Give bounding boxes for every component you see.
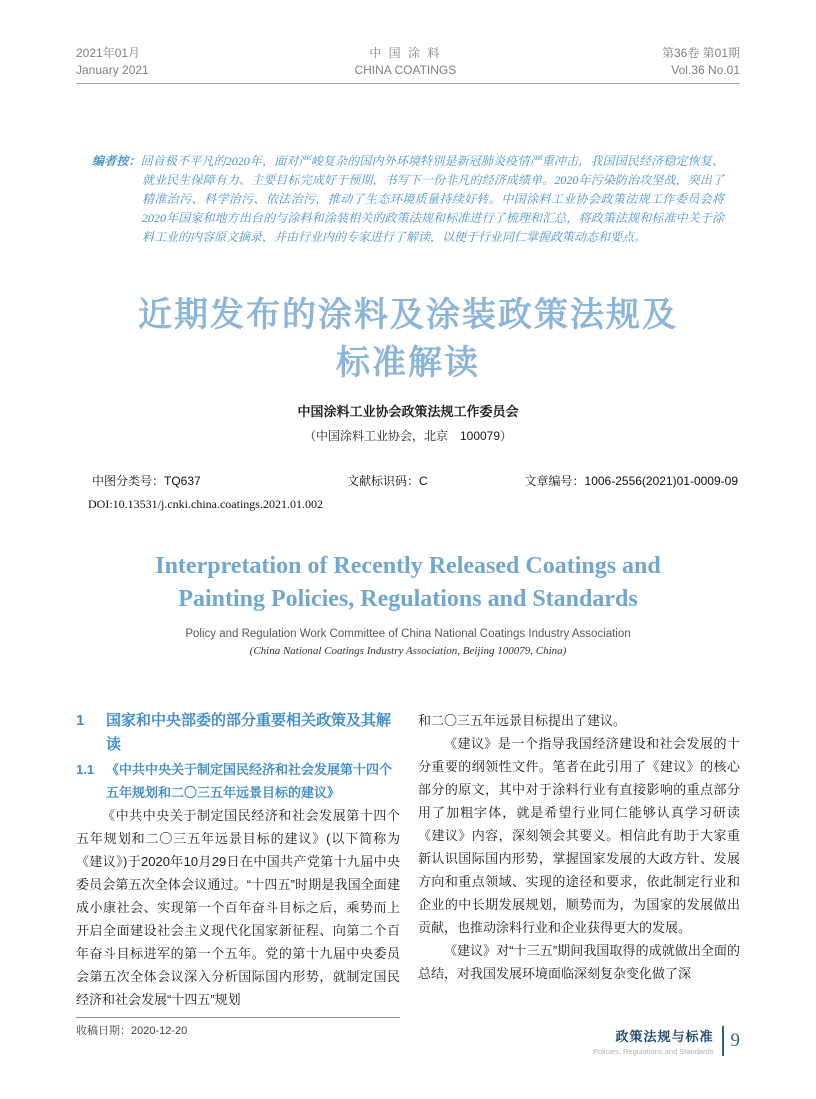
english-author: Policy and Regulation Work Committee of China National Coatings Industry Association (185, 628, 631, 640)
article-meta-row (76, 472, 740, 489)
editor-note-text: 回首极不平凡的2020年，面对严峻复杂的国内外环境特别是新冠肺炎疫情严重冲击，我国国民经济稳定恢复、就业民生保障有力、主要目标完成好于预期，书写下一份非凡的经济成绩单。2020年污染防治攻坚战，突出了精准治污、科学治污、依法治污，推动了生态环境质量持续好转。中国涂料工业协会政策法规工作委员会将2020年国家和地方出台的与涂料和涂装相关的政策法规和标准进行了梳理和汇总，将政策法规和标准中关于涂料工业的内容原文摘录，并由行业内的专家进行了解读，以便于行业同仁掌握政策动态和要点。 (140, 154, 724, 244)
section-1-number: 1 (76, 712, 85, 729)
body-column-left (76, 709, 400, 1038)
section-1-heading (76, 709, 400, 757)
article-title-line2: 标准解读 (336, 344, 480, 382)
author-affiliation: （中国涂料工业协会，北京 100079） (303, 429, 513, 443)
header-date-cn: 2021年01月 (76, 46, 141, 60)
english-title (76, 550, 740, 616)
paragraph: 《中共中央关于制定国民经济和社会发展第十四个五年规划和二〇三五年远景目标的建议》(以下简称为《建议》)于2020年10月29日在中国共产党第十九届中央委员会第五次全体会议通过。“十四五”时期是我国全面建成小康社会、实现第一个百年奋斗目标之后，乘势而上开启全面建设社会主义现代化国家新征程、向第二个百年奋斗目标进军的第一个五年。党的第十九届中央委员会第五次全体会议深入分析国际国内形势，就制定国民经济和社会发展“十四五”规划 (76, 808, 400, 1007)
section-1-title: 国家和中央部委的部分重要相关政策及其解读 (106, 712, 392, 753)
meta-doi: DOI:10.13531/j.cnki.china.coatings.2021.01.002 (88, 497, 323, 511)
header-journal-en: CHINA COATINGS (354, 63, 457, 77)
header-issue (662, 45, 740, 79)
footer-column-labels (593, 1026, 714, 1056)
english-title-line1: Interpretation of Recently Released Coatings and (155, 553, 661, 579)
footer-column-en: Policies, Regulations and Standards (593, 1047, 714, 1056)
header-issue-en: Vol.36 No.01 (671, 63, 740, 77)
page-number: 9 (730, 1030, 740, 1051)
paragraph: 《建议》是一个指导我国经济建设和社会发展的十分重要的纲领性文件。笔者在此引用了《建议》的核心部分的原文，其中对于涂料行业有直接影响的重点部分用了加粗字体，就是希望行业同仁能够认真学习研读《建议》内容，深刻领会其要义。相信此有助于大家重新认识国际国内形势，掌握国家发展的大政方针、发展方向和重点领域、实现的途径和要求，依此制定行业和企业的中长期发展规划，顺势而为，为国家的发展做出贡献，也推动涂料行业和企业获得更大的发展。 (418, 736, 740, 935)
header-date-en: January 2021 (76, 63, 149, 77)
body-column-right (418, 709, 740, 1038)
meta-clc: 中图分类号：TQ637 (92, 474, 201, 488)
page-footer (593, 1026, 740, 1056)
footer-column-cn: 政策法规与标准 (615, 1029, 714, 1044)
editor-note (92, 152, 724, 247)
header-date (76, 45, 149, 79)
header-issue-cn: 第36卷 第01期 (661, 46, 740, 60)
paragraph: 《建议》对“十三五”期间我国取得的成就做出全面的总结，对我国发展环境面临深刻复杂变化做了深 (418, 943, 740, 981)
paragraph: 和二〇三五年远景目标提出了建议。 (418, 713, 627, 728)
section-1-1-number: 1.1 (76, 762, 95, 777)
body-columns (76, 709, 740, 1038)
english-affiliation: (China National Coatings Industry Association, Beijing 100079, China) (249, 645, 567, 657)
header-journal-name (354, 45, 456, 79)
footer-divider-bar (722, 1026, 724, 1056)
article-title (76, 291, 740, 387)
meta-doc-code: 文献标识码：C (347, 474, 428, 488)
header-journal-cn: 中 国 涂 料 (369, 46, 442, 60)
section-1-1-title: 《中共中央关于制定国民经济和社会发展第十四个五年规划和二〇三五年远景目标的建议》 (106, 762, 393, 800)
meta-article-id: 文章编号：1006-2556(2021)01-0009-09 (524, 474, 738, 488)
article-title-line1: 近期发布的涂料及涂装政策法规及 (138, 296, 678, 334)
section-1-1-heading (76, 758, 400, 804)
english-title-line2: Painting Policies, Regulations and Standards (178, 586, 638, 612)
received-date-note: 收稿日期：2020-12-20 (76, 1017, 400, 1038)
journal-header (76, 45, 740, 84)
editor-note-label: 编者按： (92, 154, 141, 168)
author-committee: 中国涂料工业协会政策法规工作委员会 (297, 404, 519, 419)
